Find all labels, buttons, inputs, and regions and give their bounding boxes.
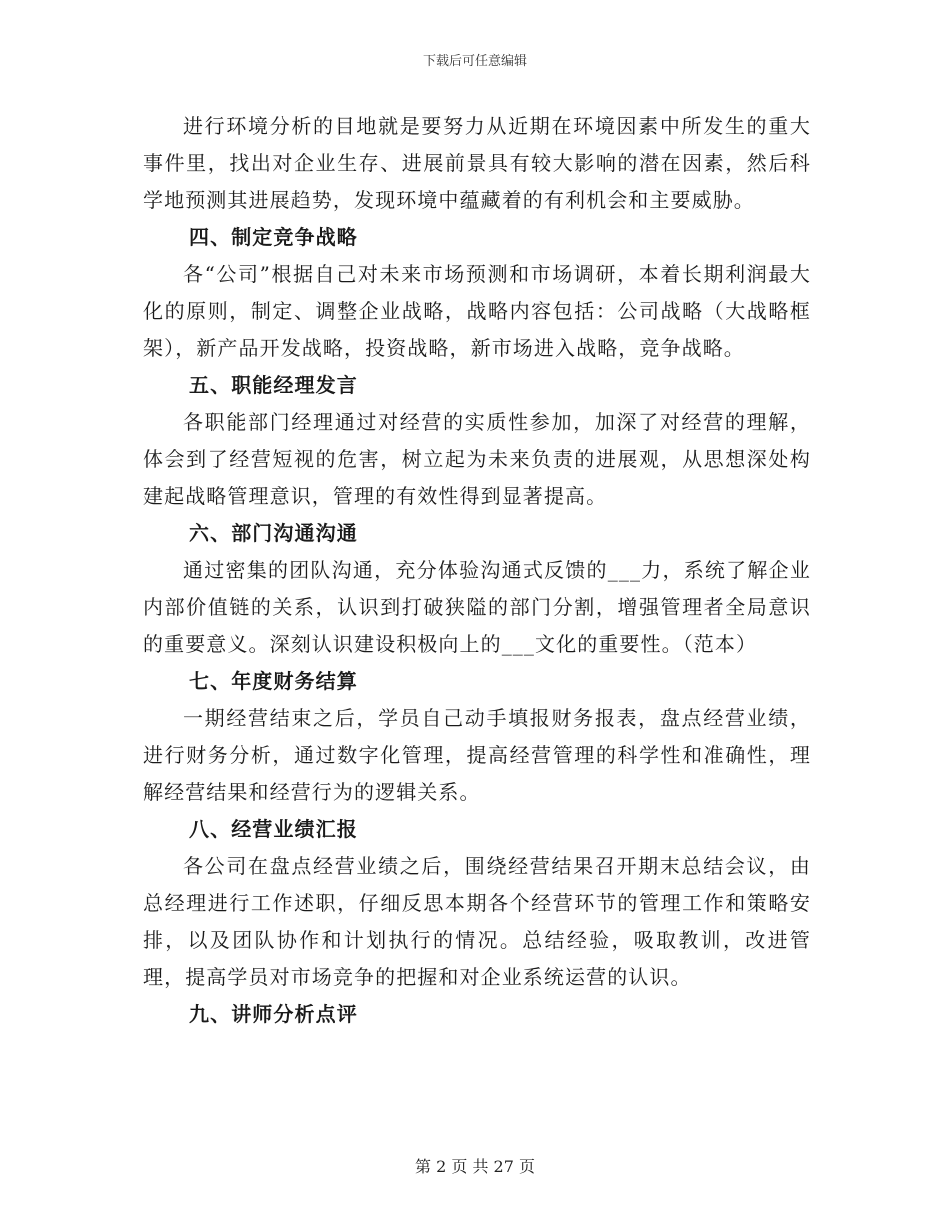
section-heading-6: 六、部门沟通沟通 — [189, 521, 358, 545]
document-body — [143, 108, 811, 1033]
paragraph-department-communication: 通过密集的团队沟通，充分体验沟通式反馈的___力，系统了解企业内部价值链的关系，认识到打破狭隘的部门分割，增强管理者全局意识的重要意义。深刻认识建设积极向上的___文化的重要性。（范本） — [143, 558, 811, 656]
paragraph-competitive-strategy: 各“公司”根据自己对未来市场预测和市场调研，本着长期利润最大化的原则，制定、调整企业战略，战略内容包括：公司战略（大战略框架），新产品开发战略，投资战略，新市场进入战略，竞争战略。 — [143, 262, 811, 360]
paragraph-manager-speech: 各职能部门经理通过对经营的实质性参加，加深了对经营的理解，体会到了经营短视的危害，树立起为未来负责的进展观，从思想深处构建起战略管理意识，管理的有效性得到显著提高。 — [143, 410, 811, 508]
paragraph-performance-report: 各公司在盘点经营业绩之后，围绕经营结果召开期末总结会议，由总经理进行工作述职，仔细反思本期各个经营环节的管理工作和策略安排，以及团队协作和计划执行的情况。总结经验，吸取教训，改进管理，提高学员对市场竞争的把握和对企业系统运营的认识。 — [143, 854, 811, 989]
page-number-footer: 第 2 页 共 27 页 — [415, 1157, 535, 1176]
section-heading-9: 九、讲师分析点评 — [189, 1002, 358, 1026]
page-header-note: 下载后可任意编辑 — [422, 54, 527, 69]
section-heading-7: 七、年度财务结算 — [189, 669, 358, 693]
paragraph-financial-settlement: 一期经营结束之后，学员自己动手填报财务报表，盘点经营业绩，进行财务分析，通过数字化管理，提高经营管理的科学性和准确性，理解经营结果和经营行为的逻辑关系。 — [143, 706, 811, 804]
section-heading-4: 四、制定竞争战略 — [189, 225, 358, 249]
paragraph-environment-analysis: 进行环境分析的目地就是要努力从近期在环境因素中所发生的重大事件里，找出对企业生存、进展前景具有较大影响的潜在因素，然后科学地预测其进展趋势，发现环境中蕴藏着的有利机会和主要威胁。 — [143, 114, 811, 212]
section-heading-5: 五、职能经理发言 — [189, 373, 358, 397]
section-heading-8: 八、经营业绩汇报 — [189, 817, 358, 841]
